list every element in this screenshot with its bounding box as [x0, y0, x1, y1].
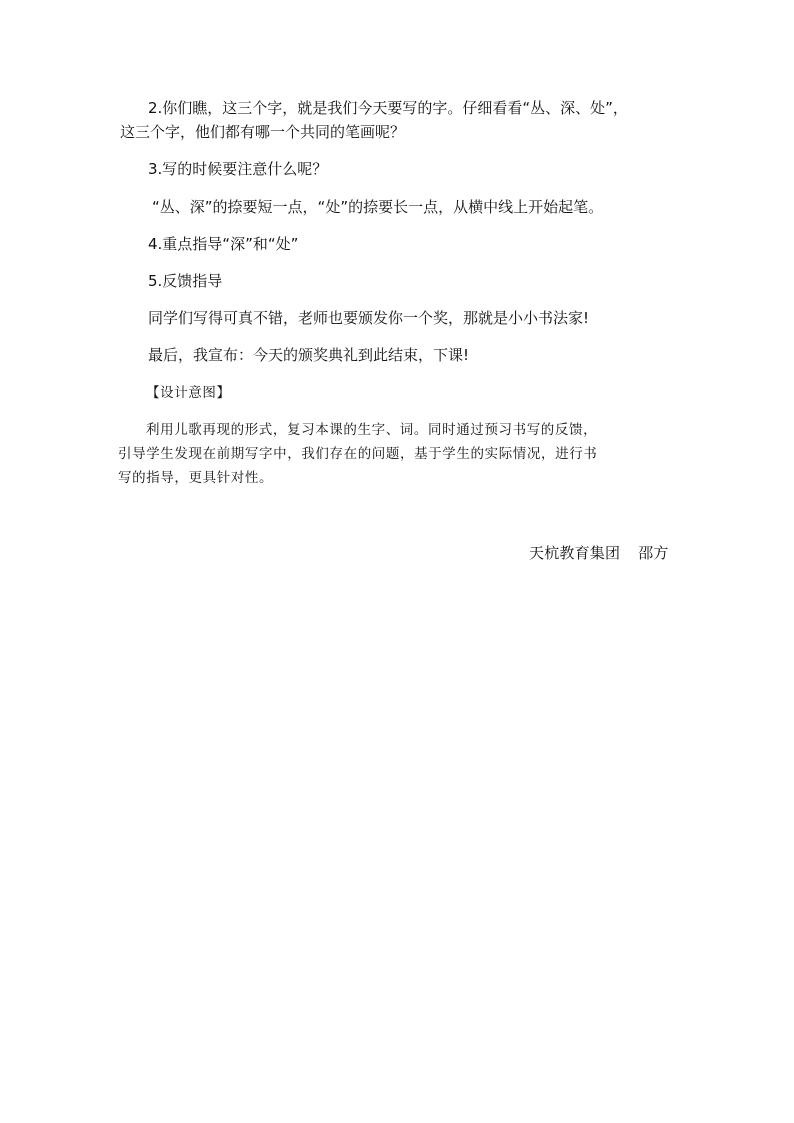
- step-2-line-1: 2.你们瞧，这三个字，就是我们今天要写的字。仔细看看“丛、深、处”，: [148, 99, 628, 117]
- step-5-heading: 5.反馈指导: [148, 272, 223, 290]
- signature: [529, 543, 669, 563]
- step-3-answer: “丛、深”的捺要短一点，“处”的捺要长一点，从横中线上开始起笔。: [152, 198, 604, 216]
- closing-line: 最后，我宣布：今天的颁奖典礼到此结束，下课!: [148, 346, 470, 364]
- design-intent-line-2: 引导学生发现在前期写字中，我们存在的问题，基于学生的实际情况，进行书: [118, 446, 598, 462]
- design-intent-heading: 【设计意图】: [146, 385, 231, 401]
- design-intent-line-1: 利用儿歌再现的形式，复习本课的生字、词。同时通过预习书写的反馈，: [146, 422, 598, 438]
- design-intent-line-3: 写的指导，更具针对性。: [118, 470, 274, 486]
- praise-line: 同学们写得可真不错，老师也要颁发你一个奖，那就是小小书法家!: [148, 309, 590, 327]
- signature-author: 邵方: [638, 544, 669, 562]
- step-3-question: 3.写的时候要注意什么呢？: [148, 160, 328, 178]
- step-2-line-2: 这三个字，他们都有哪一个共同的笔画呢？: [120, 123, 406, 141]
- step-4-heading: 4.重点指导“深”和“处”: [148, 235, 299, 253]
- signature-organization: 天杭教育集团: [529, 544, 621, 562]
